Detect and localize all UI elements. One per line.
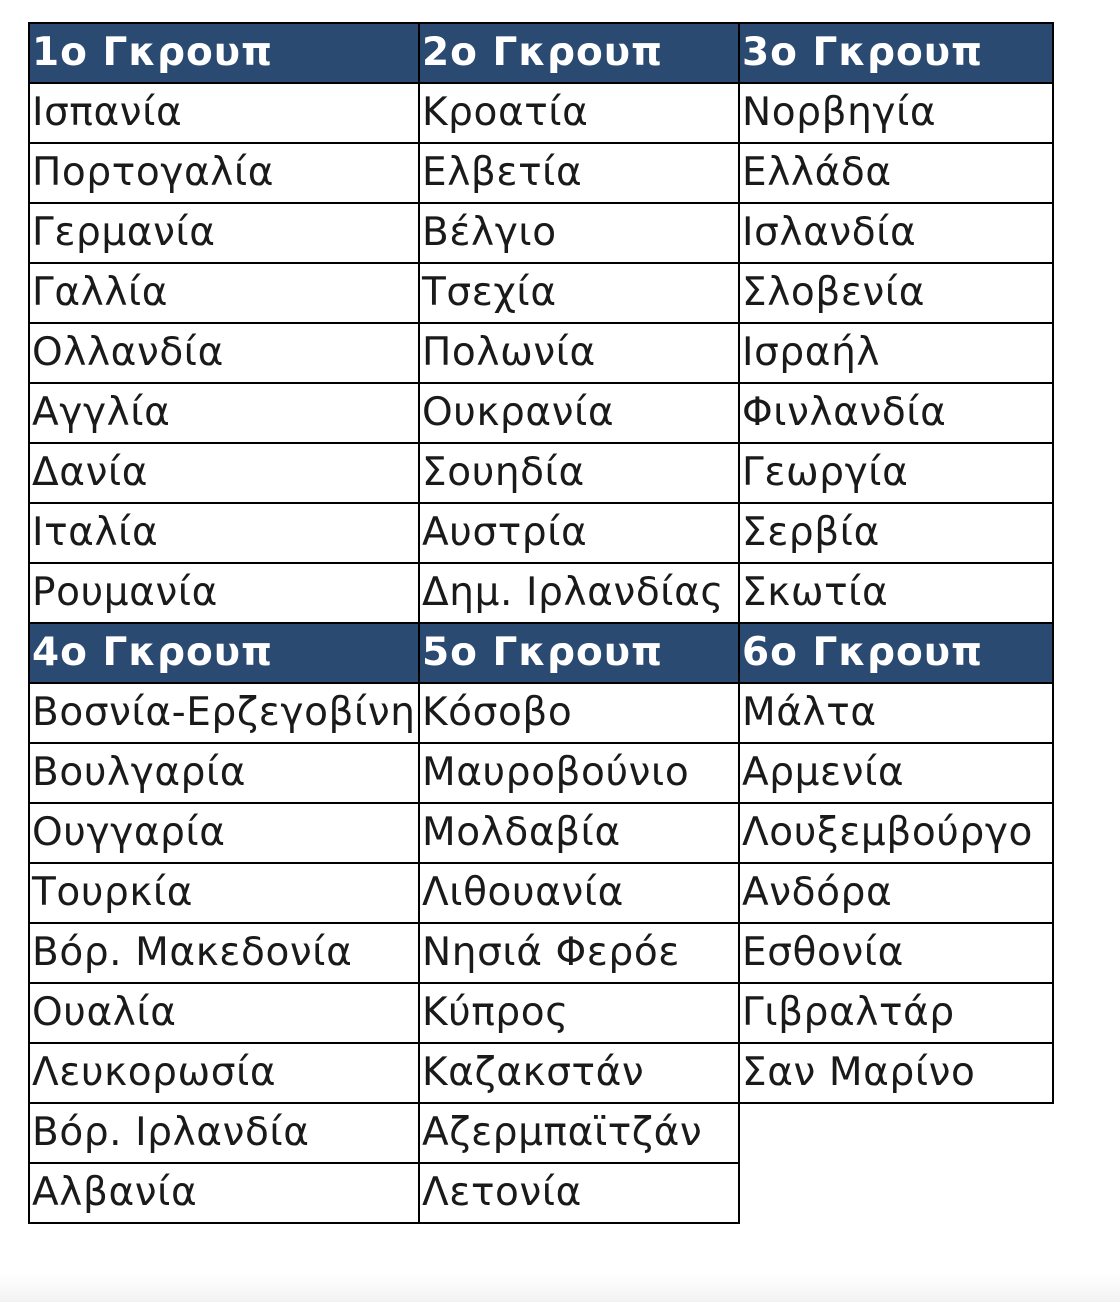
table-row	[29, 563, 1053, 623]
country-cell: Μαυροβούνιο	[419, 743, 739, 803]
empty-cell	[739, 1163, 1053, 1223]
table-row	[29, 83, 1053, 143]
table-row	[29, 923, 1053, 983]
group-header-row	[29, 623, 1053, 683]
country-cell: Ελλάδα	[739, 143, 1053, 203]
country-cell: Ισραήλ	[739, 323, 1053, 383]
country-cell: Σερβία	[739, 503, 1053, 563]
country-cell: Ανδόρα	[739, 863, 1053, 923]
table-row	[29, 383, 1053, 443]
table-row	[29, 683, 1053, 743]
table-row	[29, 863, 1053, 923]
country-cell: Λιθουανία	[419, 863, 739, 923]
country-cell: Ισπανία	[29, 83, 419, 143]
country-cell: Αυστρία	[419, 503, 739, 563]
country-cell: Αγγλία	[29, 383, 419, 443]
country-cell: Νησιά Φερόε	[419, 923, 739, 983]
table-row	[29, 1103, 1053, 1163]
country-cell: Κόσοβο	[419, 683, 739, 743]
country-cell: Ολλανδία	[29, 323, 419, 383]
groups-table-body	[29, 23, 1053, 1223]
country-cell: Βέλγιο	[419, 203, 739, 263]
country-cell: Νορβηγία	[739, 83, 1053, 143]
country-cell: Ουγγαρία	[29, 803, 419, 863]
country-cell: Βουλγαρία	[29, 743, 419, 803]
country-cell: Ιταλία	[29, 503, 419, 563]
country-cell: Λετονία	[419, 1163, 739, 1223]
country-cell: Φινλανδία	[739, 383, 1053, 443]
country-cell: Αρμενία	[739, 743, 1053, 803]
country-cell: Γεωργία	[739, 443, 1053, 503]
table-row	[29, 1163, 1053, 1223]
group-header-row	[29, 23, 1053, 83]
table-row	[29, 803, 1053, 863]
table-row	[29, 1043, 1053, 1103]
group-header: 5ο Γκρουπ	[419, 623, 739, 683]
country-cell: Λευκορωσία	[29, 1043, 419, 1103]
country-cell: Τσεχία	[419, 263, 739, 323]
country-cell: Λουξεμβούργο	[739, 803, 1053, 863]
group-header: 3ο Γκρουπ	[739, 23, 1053, 83]
country-cell: Δανία	[29, 443, 419, 503]
group-header: 4ο Γκρουπ	[29, 623, 419, 683]
empty-cell	[739, 1103, 1053, 1163]
country-cell: Αζερμπαϊτζάν	[419, 1103, 739, 1163]
country-cell: Μολδαβία	[419, 803, 739, 863]
country-cell: Σκωτία	[739, 563, 1053, 623]
country-cell: Πολωνία	[419, 323, 739, 383]
table-row	[29, 743, 1053, 803]
country-cell: Ουκρανία	[419, 383, 739, 443]
country-cell: Ουαλία	[29, 983, 419, 1043]
country-cell: Ισλανδία	[739, 203, 1053, 263]
table-row	[29, 443, 1053, 503]
groups-table	[28, 22, 1054, 1224]
country-cell: Βοσνία-Ερζεγοβίνη	[29, 683, 419, 743]
country-cell: Γαλλία	[29, 263, 419, 323]
country-cell: Εσθονία	[739, 923, 1053, 983]
country-cell: Ρουμανία	[29, 563, 419, 623]
country-cell: Σουηδία	[419, 443, 739, 503]
country-cell: Κροατία	[419, 83, 739, 143]
country-cell: Βόρ. Ιρλανδία	[29, 1103, 419, 1163]
table-row	[29, 503, 1053, 563]
bottom-shade	[0, 1274, 1120, 1302]
country-cell: Δημ. Ιρλανδίας	[419, 563, 739, 623]
country-cell: Καζακστάν	[419, 1043, 739, 1103]
table-row	[29, 263, 1053, 323]
group-header: 6ο Γκρουπ	[739, 623, 1053, 683]
table-row	[29, 323, 1053, 383]
country-cell: Μάλτα	[739, 683, 1053, 743]
table-row	[29, 203, 1053, 263]
country-cell: Ελβετία	[419, 143, 739, 203]
country-cell: Γιβραλτάρ	[739, 983, 1053, 1043]
country-cell: Σλοβενία	[739, 263, 1053, 323]
country-cell: Γερμανία	[29, 203, 419, 263]
group-header: 2ο Γκρουπ	[419, 23, 739, 83]
country-cell: Σαν Μαρίνο	[739, 1043, 1053, 1103]
country-cell: Τουρκία	[29, 863, 419, 923]
country-cell: Πορτογαλία	[29, 143, 419, 203]
table-row	[29, 983, 1053, 1043]
table-row	[29, 143, 1053, 203]
country-cell: Αλβανία	[29, 1163, 419, 1223]
country-cell: Βόρ. Μακεδονία	[29, 923, 419, 983]
country-cell: Κύπρος	[419, 983, 739, 1043]
group-header: 1ο Γκρουπ	[29, 23, 419, 83]
